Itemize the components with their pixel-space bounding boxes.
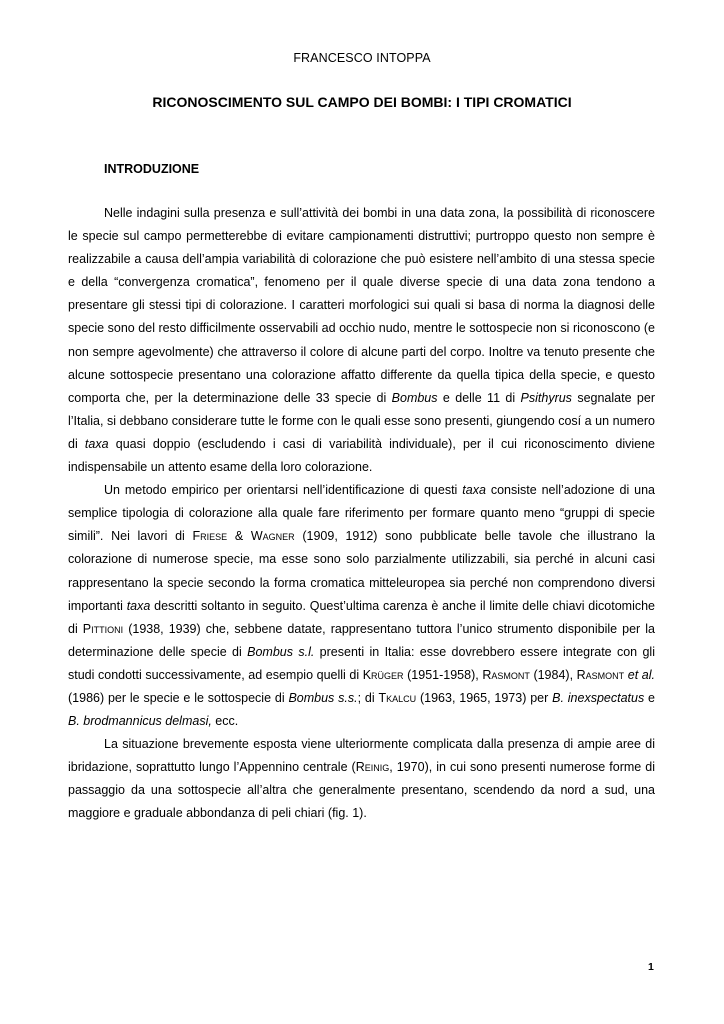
text-run: (1986) per le specie e le sottospecie di — [68, 690, 289, 705]
author-citation: Krüger — [362, 667, 404, 682]
text-run: (1984), — [529, 667, 577, 682]
italic-run: et al. — [627, 667, 655, 682]
italic-run: Bombus s.s. — [288, 690, 358, 705]
italic-run: taxa — [84, 436, 109, 451]
text-run: Un metodo empirico per orientarsi nell’identificazione di questi — [104, 483, 463, 498]
text-run: , 1970), in cui sono presenti numerose forme di passaggio da una sottospecie all’altra che generalmente presentano, scendendo da nord a sud, una maggiore e graduale abbondanza di peli chiari (fig. 1). — [68, 760, 655, 821]
text-run: (1963, 1965, 1973) per — [416, 690, 553, 705]
paragraph-1 — [68, 202, 655, 479]
author-citation: Rasmont — [482, 667, 530, 682]
text-run: e delle 11 di — [437, 390, 521, 405]
author-citation: Wagner — [250, 529, 295, 544]
text-run: La situazione brevemente esposta viene ulteriormente complicata dalla presenza di ampie aree di ibridazione, soprattutto lungo l’Appennino centrale ( — [68, 737, 655, 775]
author-citation: Tkalcu — [378, 690, 417, 705]
paragraph-2 — [68, 479, 655, 733]
text-run: ; di — [357, 690, 379, 705]
page-number: 1 — [648, 961, 654, 973]
author-citation: Pittioni — [82, 621, 124, 636]
paragraph-3 — [68, 733, 655, 825]
italic-run: B. inexspectatus — [552, 690, 645, 705]
section-heading: INTRODUZIONE — [104, 162, 200, 176]
italic-run: B. brodmannicus delmasi, — [68, 714, 212, 729]
author-citation: Reinig — [355, 760, 390, 775]
text-run: & — [227, 529, 251, 544]
text-run: Nelle indagini sulla presenza e sull’attività dei bombi in una data zona, la possibilità di riconoscere le specie sul campo permetterebbe di evitare campionamenti distruttivi; purtroppo questo non sempre è realizzabile a causa dell’ampia variabilità di colorazione che può esistere nell’ambito di una stessa specie e della “convergenza cromatica”, fenomeno per il quale diverse specie di una data zona tendono a presentare gli stessi tipi di colorazione. I caratteri morfologici sui quali si basa di norma la diagnosi delle specie sono del resto difficilmente osservabili ad occhio nudo, mentre le sottospecie non si riconoscono (e non sempre agevolmente) che attraverso il colore di alcune parti del corpo. Inoltre va tenuto presente che alcune sottospecie presentano una colorazione affatto differente da quella tipica della specie, e questo comporta che, per la determinazione delle 33 specie di — [68, 206, 655, 405]
author-name: FRANCESCO INTOPPA — [293, 51, 431, 65]
text-run: e — [644, 690, 655, 705]
italic-run: taxa — [126, 598, 151, 613]
italic-run: Psithyrus — [520, 390, 572, 405]
author-citation: Friese — [192, 529, 228, 544]
italic-run: Bombus s.l. — [247, 644, 315, 659]
text-run: ecc. — [211, 714, 239, 729]
author-citation: Rasmont — [576, 667, 625, 682]
text-run: quasi doppio (escludendo i casi di variabilità individuale), per il cui riconoscimento diviene indispensabile un attento esame della loro colorazione. — [68, 436, 656, 475]
body-text — [68, 202, 655, 826]
italic-run: Bombus — [391, 390, 438, 405]
text-run: (1951-1958), — [403, 667, 483, 682]
text-run: presenti in Italia: esse dovrebbero essere integrate con gli studi condotti successivamente, ad esempio quelli di — [68, 644, 655, 682]
paper-title: RICONOSCIMENTO SUL CAMPO DEI BOMBI: I TIPI CROMATICI — [152, 94, 572, 110]
text-run: segnalate per l’Italia, si debbano considerare tutte le forme con le quali esse sono presenti, giungendo cosí a un numero di — [68, 390, 655, 451]
text-run: (1938, 1939) che, sebbene datate, rappresentano tuttora l’unico strumento disponibile per la determinazione delle specie di — [68, 621, 656, 659]
text-run: (1909, 1912) sono pubblicate belle tavole che illustrano la colorazione di numerose specie, ma esse sono solo parzialmente utilizzabili, sia perché in alcuni casi rappresentano la specie secondo la forma cromatica mitteleuropea sia perché non comprendono diversi importanti — [68, 529, 655, 613]
text-run: consiste nell’adozione di una semplice tipologia di colorazione alla quale fare riferimento per formare quanto meno “gruppi di specie simili”. Nei lavori di — [68, 483, 655, 544]
text-run: descritti soltanto in seguito. Quest’ultima carenza è anche il limite delle chiavi dicotomiche di — [68, 598, 655, 636]
italic-run: taxa — [462, 483, 486, 498]
